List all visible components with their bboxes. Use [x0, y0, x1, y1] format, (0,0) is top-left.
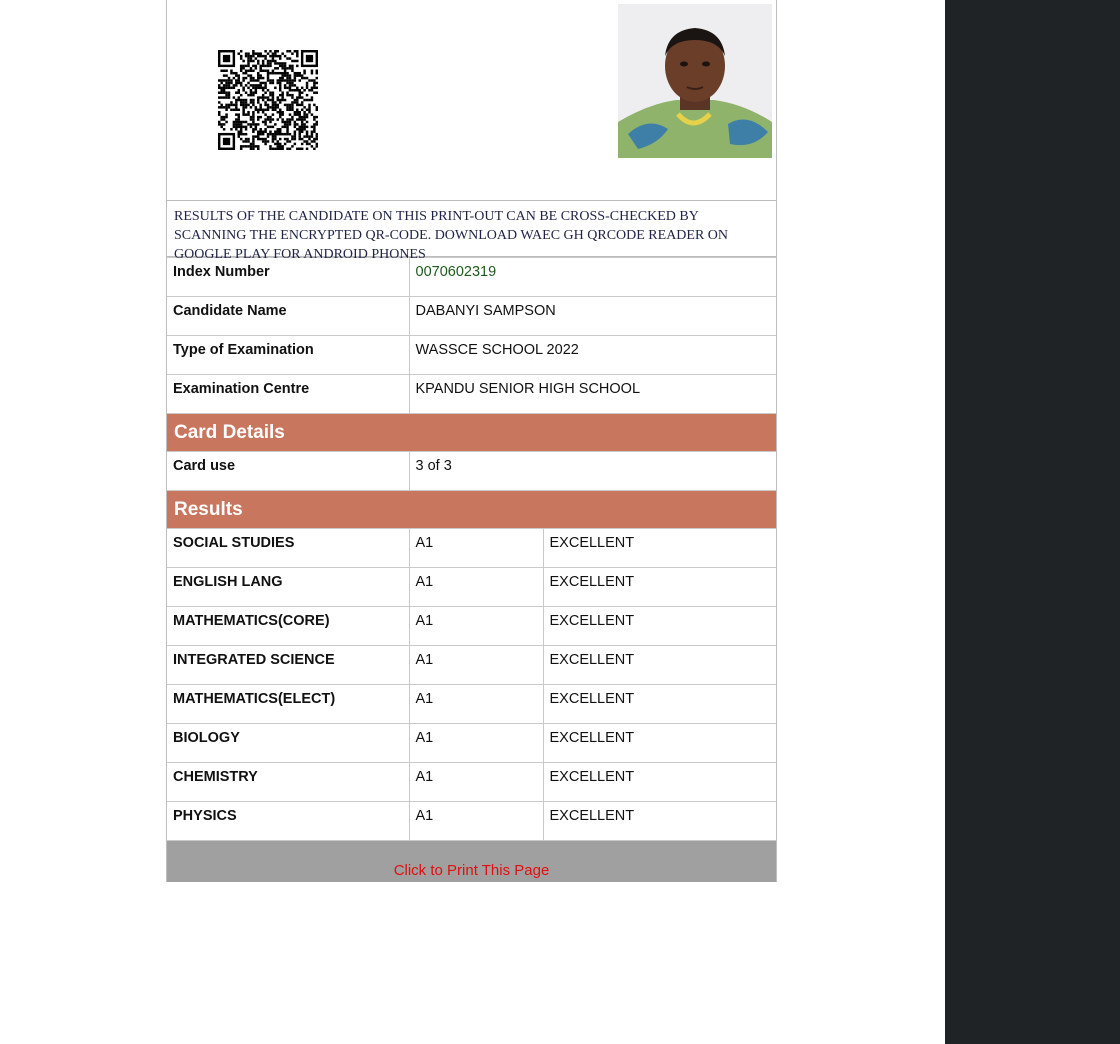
- grade-cell: A1: [409, 763, 543, 802]
- grade-cell: A1: [409, 529, 543, 568]
- index-number-label: Index Number: [167, 258, 409, 297]
- remark-cell: EXCELLENT: [543, 685, 776, 724]
- result-slip: [166, 0, 777, 882]
- slip-header: [167, 0, 776, 201]
- table-row: [167, 802, 776, 841]
- card-use-label: Card use: [167, 452, 409, 491]
- card-use-value: 3 of 3: [409, 452, 776, 491]
- remark-cell: EXCELLENT: [543, 646, 776, 685]
- remark-cell: EXCELLENT: [543, 763, 776, 802]
- subject-cell: SOCIAL STUDIES: [167, 529, 409, 568]
- candidate-info-table: [167, 257, 776, 414]
- results-table: [167, 528, 776, 841]
- candidate-name-label: Candidate Name: [167, 297, 409, 336]
- table-row: [167, 529, 776, 568]
- grade-cell: A1: [409, 724, 543, 763]
- results-body: [167, 529, 776, 841]
- candidate-name-value: DABANYI SAMPSON: [409, 297, 776, 336]
- table-row: [167, 297, 776, 336]
- exam-type-label: Type of Examination: [167, 336, 409, 375]
- index-number-value: 0070602319: [409, 258, 776, 297]
- print-bar: [167, 841, 776, 882]
- table-row: [167, 336, 776, 375]
- table-row: [167, 452, 776, 491]
- table-row: [167, 763, 776, 802]
- grade-cell: A1: [409, 685, 543, 724]
- table-row: [167, 568, 776, 607]
- remark-cell: EXCELLENT: [543, 529, 776, 568]
- table-row: [167, 375, 776, 414]
- table-row: [167, 685, 776, 724]
- exam-centre-label: Examination Centre: [167, 375, 409, 414]
- candidate-photo: [618, 4, 772, 158]
- table-row: [167, 607, 776, 646]
- card-details-heading: Card Details: [167, 414, 776, 451]
- results-heading: Results: [167, 491, 776, 528]
- qr-verification-notice: RESULTS OF THE CANDIDATE ON THIS PRINT-OUT CAN BE CROSS-CHECKED BY SCANNING THE ENCRYPTED QR-CODE. DOWNLOAD WAEC GH QRCODE READER ON GOOGLE PLAY FOR ANDROID PHONES: [167, 201, 776, 257]
- subject-cell: BIOLOGY: [167, 724, 409, 763]
- subject-cell: MATHEMATICS(ELECT): [167, 685, 409, 724]
- table-row: [167, 724, 776, 763]
- subject-cell: INTEGRATED SCIENCE: [167, 646, 409, 685]
- subject-cell: CHEMISTRY: [167, 763, 409, 802]
- subject-cell: MATHEMATICS(CORE): [167, 607, 409, 646]
- grade-cell: A1: [409, 802, 543, 841]
- dark-side-panel: [945, 0, 1120, 1044]
- grade-cell: A1: [409, 646, 543, 685]
- table-row: [167, 258, 776, 297]
- subject-cell: PHYSICS: [167, 802, 409, 841]
- exam-centre-value: KPANDU SENIOR HIGH SCHOOL: [409, 375, 776, 414]
- remark-cell: EXCELLENT: [543, 607, 776, 646]
- grade-cell: A1: [409, 568, 543, 607]
- remark-cell: EXCELLENT: [543, 724, 776, 763]
- print-page-link[interactable]: Click to Print This Page: [393, 862, 550, 879]
- qr-code-icon: [218, 50, 318, 150]
- subject-cell: ENGLISH LANG: [167, 568, 409, 607]
- card-details-table: [167, 451, 776, 491]
- table-row: [167, 646, 776, 685]
- grade-cell: A1: [409, 607, 543, 646]
- remark-cell: EXCELLENT: [543, 802, 776, 841]
- exam-type-value: WASSCE SCHOOL 2022: [409, 336, 776, 375]
- remark-cell: EXCELLENT: [543, 568, 776, 607]
